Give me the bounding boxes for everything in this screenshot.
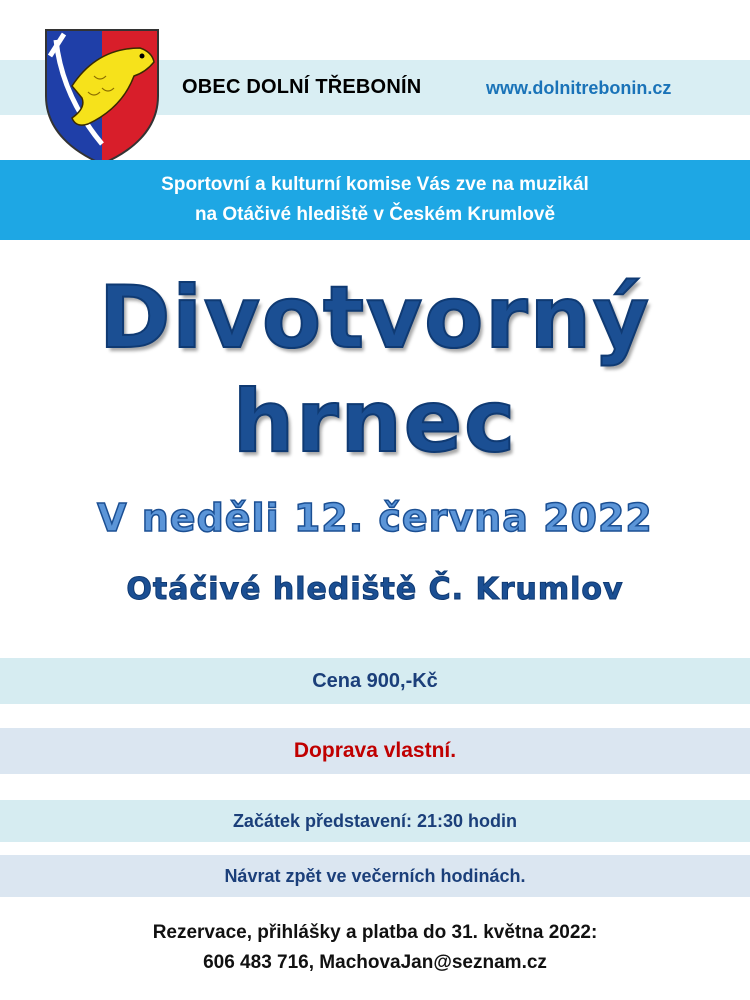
invite-band <box>0 160 750 240</box>
transport-band <box>0 728 750 774</box>
title-line-2: hrnec <box>232 372 518 472</box>
coat-of-arms-icon <box>42 26 162 166</box>
website-link[interactable]: www.dolnitrebonin.cz <box>486 78 672 98</box>
start-time-text: Začátek představení: 21:30 hodin <box>232 810 518 831</box>
footer-contact <box>0 918 750 978</box>
price-band <box>0 658 750 704</box>
invite-line-2: na Otáčivé hlediště v Českém Krumlově <box>194 204 556 225</box>
footer-line-1: Rezervace, přihlášky a platba do 31. května 2022: <box>152 922 598 943</box>
transport-text: Doprava vlastní. <box>293 739 457 762</box>
event-date: V neděli 12. června 2022 <box>97 496 653 540</box>
org-name: OBEC DOLNÍ TŘEBONÍN <box>182 76 422 98</box>
invite-line-1: Sportovní a kulturní komise Vás zve na muzikál <box>161 174 589 195</box>
event-venue: Otáčivé hlediště Č. Krumlov <box>126 572 624 607</box>
start-time-band <box>0 800 750 842</box>
footer-line-2: 606 483 716, MachovaJan@seznam.cz <box>203 952 547 973</box>
price-text: Cena 900,-Kč <box>312 669 438 692</box>
title-line-1: Divotvorný <box>99 268 651 368</box>
return-band <box>0 855 750 897</box>
return-text: Návrat zpět ve večerních hodinách. <box>224 865 526 886</box>
